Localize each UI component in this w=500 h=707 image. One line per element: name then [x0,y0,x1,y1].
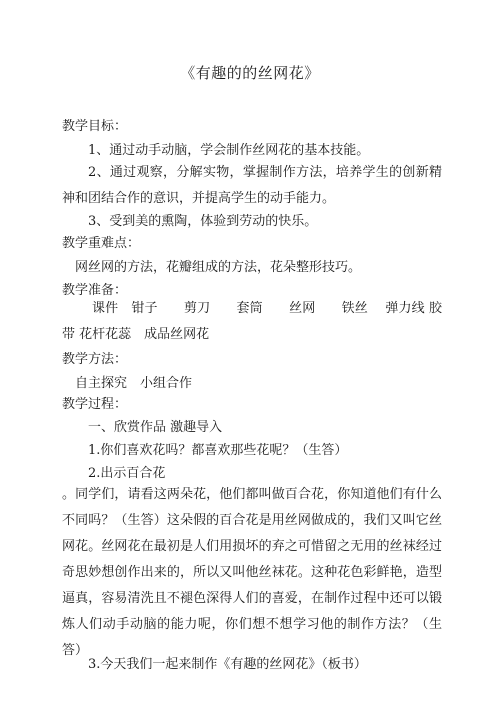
goal-2: 2、通过观察，分解实物，掌握制作方法，培养学生的创新精神和团结合作的意识，并提高学生的动手能力。 [62,165,442,206]
goals-heading: 教学目标： [62,119,128,134]
process-step-1: 一、欣赏作品 激趣导入 [88,420,223,435]
process-step-1-3: 3.今天我们一起来制作《有趣的丝网花》（板书） [88,657,367,672]
process-step-1-1: 1.你们喜欢花吗？都喜欢那些花呢？（生答） [88,443,348,458]
process-paragraph: 。同学们，请看这两朵花，他们都叫做百合花，你知道他们有什么不同吗？（生答）这朵假的百合花是用丝网做成的，我们又叫它丝网花。丝网花在最初是人们用损坏的弃之可惜留之无用的丝袜经过奇思妙想创作出来的，所以又叫他丝袜花。这种花色彩鲜艳，造型逼真，容易清洗且不褪色深得人们的喜爱，在制作过程中还可以锻炼人们动手动脑的能力呢，你们想不想学习他的制作方法？（生答） [62,487,442,658]
prep-text: 课件 钳子 剪刀 套筒 丝网 铁丝 弹力线 胶带 花杆花蕊 成品丝网花 [62,301,442,342]
method-text: 自主探究 小组合作 [75,376,193,391]
key-text: 网丝网的方法，花瓣组成的方法，花朵整形技巧。 [75,260,362,275]
document-title: 《有趣的的丝网花》 [180,64,320,82]
process-heading: 教学过程： [62,397,128,412]
method-heading: 教学方法： [62,352,128,367]
key-heading: 教学重难点： [62,236,141,251]
prep-heading: 教学准备： [62,283,128,298]
goal-3: 3、受到美的熏陶，体验到劳动的快乐。 [88,214,318,229]
goal-1: 1、通过动手动脑，学会制作丝网花的基本技能。 [88,143,370,158]
process-step-1-2: 2.出示百合花 [88,466,166,481]
